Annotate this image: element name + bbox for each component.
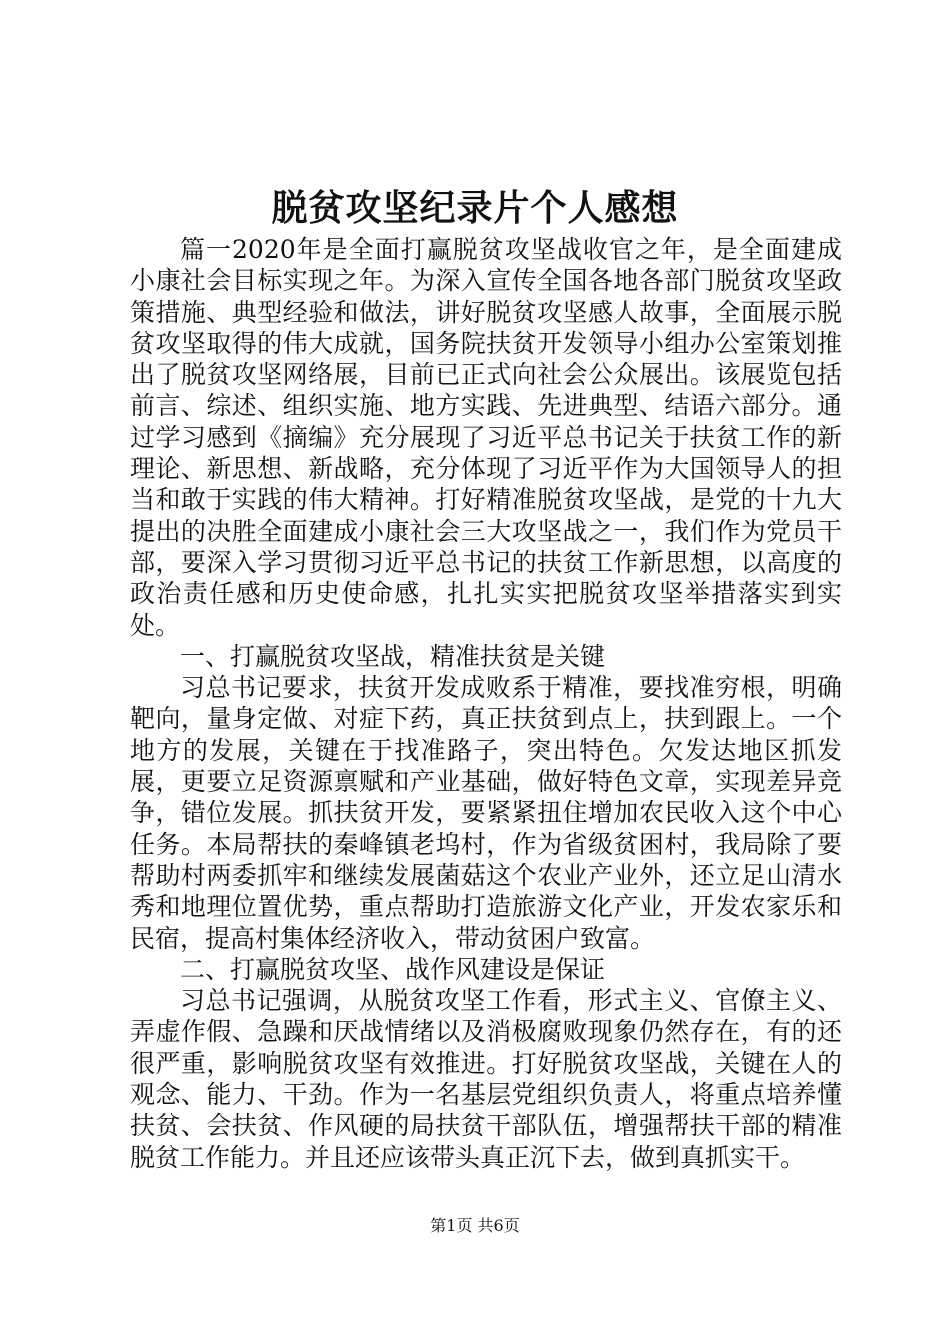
paragraph-section-1: 习总书记要求，扶贫开发成败系于精准，要找准穷根，明确靶向，量身定做、对症下药，真正扶贫到点上，扶到跟上。一个地方的发展，关键在于找准路子，突出特色。欠发达地区抓发展，更要立足资源禀赋和产业基础，做好特色文章，实现差异竞争，错位发展。抓扶贫开发，要紧紧扭住增加农民收入这个中心任务。本局帮扶的秦峰镇老坞村，作为省级贫困村，我局除了要帮助村两委抓牢和继续发展菌菇这个农业产业外，还立足山清水秀和地理位置优势，重点帮助打造旅游文化产业，开发农家乐和民宿，提高村集体经济收入，带动贫困户致富。 (130, 673, 842, 953)
paragraph-intro: 篇一2020年是全面打赢脱贫攻坚战收官之年，是全面建成小康社会目标实现之年。为深入宣传全国各地各部门脱贫攻坚政策措施、典型经验和做法，讲好脱贫攻坚感人故事，全面展示脱贫攻坚取得的伟大成就，国务院扶贫开发领导小组办公室策划推出了脱贫攻坚网络展，目前已正式向社会公众展出。该展览包括前言、综述、组织实施、地方实践、先进典型、结语六部分。通过学习感到《摘编》充分展现了习近平总书记关于扶贫工作的新理论、新思想、新战略，充分体现了习近平作为大国领导人的担当和敢于实践的伟大精神。打好精准脱贫攻坚战，是党的十九大提出的决胜全面建成小康社会三大攻坚战之一，我们作为党员干部，要深入学习贯彻习近平总书记的扶贫工作新思想，以高度的政治责任感和历史使命感，扎扎实实把脱贫攻坚举措落实到实处。 (130, 235, 842, 640)
section-heading-1: 一、打赢脱贫攻坚战，精准扶贫是关键 (180, 641, 606, 671)
document-title: 脱贫攻坚纪录片个人感想 (271, 187, 679, 229)
section-heading-2: 二、打赢脱贫攻坚、战作风建设是保证 (180, 954, 606, 984)
page-footer: 第1页 共6页 (430, 1216, 520, 1235)
paragraph-section-2: 习总书记强调，从脱贫攻坚工作看，形式主义、官僚主义、弄虚作假、急躁和厌战情绪以及消极腐败现象仍然存在，有的还很严重，影响脱贫攻坚有效推进。打好脱贫攻坚战，关键在人的观念、能力、干劲。作为一名基层党组织负责人，将重点培养懂扶贫、会扶贫、作风硬的局扶贫干部队伍，增强帮扶干部的精准脱贫工作能力。并且还应该带头真正沉下去，做到真抓实干。 (130, 986, 842, 1172)
document-body (130, 234, 842, 1173)
